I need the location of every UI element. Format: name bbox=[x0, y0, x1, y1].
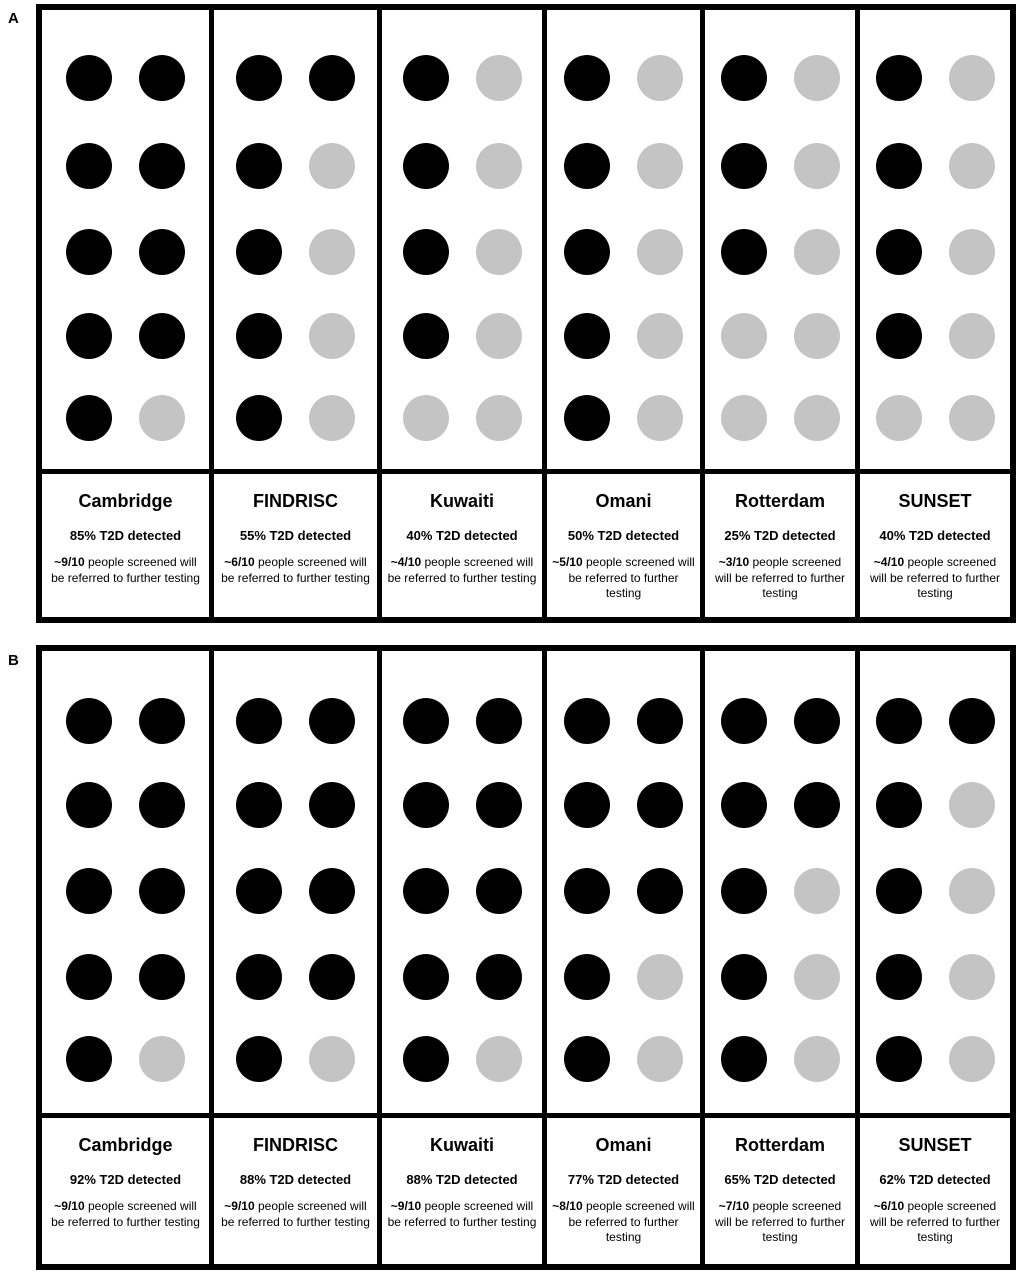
score-name: Rotterdam bbox=[734, 491, 825, 511]
person-referred-dot bbox=[236, 1036, 282, 1082]
person-referred-dot bbox=[66, 782, 112, 828]
detection-rate-text: 88% T2D detected bbox=[406, 1172, 518, 1187]
person-referred-dot bbox=[564, 395, 610, 441]
person-referred-dot bbox=[403, 782, 449, 828]
score-info-box bbox=[382, 1118, 542, 1230]
score-info-box bbox=[860, 474, 1010, 602]
person-referred-dot bbox=[236, 954, 282, 1000]
detection-rate-text: 40% T2D detected bbox=[406, 528, 518, 543]
referral-description: people screened will be referred to further testing bbox=[869, 555, 1001, 600]
referral-text bbox=[382, 1199, 542, 1230]
person-not-referred-dot bbox=[476, 143, 522, 189]
person-referred-dot bbox=[66, 954, 112, 1000]
person-not-referred-dot bbox=[949, 395, 995, 441]
person-referred-dot bbox=[236, 143, 282, 189]
referral-description: people screened will be referred to further testing bbox=[221, 1199, 370, 1229]
referral-description: people screened will be referred to further testing bbox=[51, 555, 200, 585]
person-referred-dot bbox=[66, 143, 112, 189]
detection-rate-text: 25% T2D detected bbox=[724, 528, 836, 543]
score-name: Rotterdam bbox=[734, 1135, 825, 1155]
referral-fraction: ~3/10 bbox=[718, 555, 750, 569]
referral-description: people screened will be referred to further testing bbox=[221, 555, 370, 585]
person-not-referred-dot bbox=[637, 229, 683, 275]
score-column-omani bbox=[542, 10, 700, 617]
person-referred-dot bbox=[721, 868, 767, 914]
person-referred-dot bbox=[476, 954, 522, 1000]
person-not-referred-dot bbox=[637, 1036, 683, 1082]
person-referred-dot bbox=[476, 782, 522, 828]
person-referred-dot bbox=[564, 143, 610, 189]
person-not-referred-dot bbox=[949, 954, 995, 1000]
score-column-cambridge bbox=[42, 10, 209, 617]
detection-rate-text: 40% T2D detected bbox=[879, 528, 991, 543]
person-referred-dot bbox=[476, 698, 522, 744]
person-referred-dot bbox=[309, 55, 355, 101]
person-referred-dot bbox=[66, 229, 112, 275]
person-referred-dot bbox=[236, 55, 282, 101]
person-not-referred-dot bbox=[949, 1036, 995, 1082]
person-not-referred-dot bbox=[637, 395, 683, 441]
person-referred-dot bbox=[236, 698, 282, 744]
person-not-referred-dot bbox=[309, 229, 355, 275]
referral-fraction: ~6/10 bbox=[224, 555, 255, 569]
referral-text bbox=[860, 1199, 1010, 1246]
score-info-box bbox=[382, 474, 542, 586]
person-referred-dot bbox=[139, 313, 185, 359]
person-referred-dot bbox=[721, 782, 767, 828]
referral-fraction: ~5/10 bbox=[552, 555, 583, 569]
detection-rate-text: 55% T2D detected bbox=[239, 528, 352, 543]
score-name: Omani bbox=[595, 491, 652, 511]
person-referred-dot bbox=[876, 868, 922, 914]
person-referred-dot bbox=[66, 313, 112, 359]
score-info-box bbox=[547, 474, 700, 602]
person-referred-dot bbox=[403, 143, 449, 189]
person-referred-dot bbox=[403, 313, 449, 359]
referral-fraction: ~9/10 bbox=[224, 1199, 255, 1213]
person-not-referred-dot bbox=[139, 395, 185, 441]
score-info-box bbox=[214, 474, 377, 586]
person-referred-dot bbox=[403, 868, 449, 914]
person-referred-dot bbox=[403, 229, 449, 275]
score-name: Cambridge bbox=[78, 1135, 173, 1155]
person-referred-dot bbox=[637, 868, 683, 914]
person-not-referred-dot bbox=[794, 143, 840, 189]
person-referred-dot bbox=[721, 954, 767, 1000]
score-column-findrisc bbox=[209, 651, 377, 1264]
detection-rate-text: 85% T2D detected bbox=[69, 528, 182, 543]
person-not-referred-dot bbox=[949, 143, 995, 189]
person-referred-dot bbox=[721, 143, 767, 189]
person-not-referred-dot bbox=[794, 1036, 840, 1082]
person-not-referred-dot bbox=[139, 1036, 185, 1082]
person-referred-dot bbox=[236, 313, 282, 359]
person-referred-dot bbox=[564, 868, 610, 914]
person-not-referred-dot bbox=[309, 395, 355, 441]
detection-rate-text: 50% T2D detected bbox=[567, 528, 680, 543]
referral-description: people screened will be referred to further testing bbox=[387, 555, 537, 585]
person-referred-dot bbox=[876, 143, 922, 189]
score-info-box bbox=[547, 1118, 700, 1246]
referral-text bbox=[547, 555, 700, 602]
person-not-referred-dot bbox=[949, 782, 995, 828]
person-referred-dot bbox=[637, 782, 683, 828]
detection-rate-text: 62% T2D detected bbox=[879, 1172, 991, 1187]
score-name: Omani bbox=[595, 1135, 652, 1155]
person-not-referred-dot bbox=[794, 868, 840, 914]
person-referred-dot bbox=[139, 55, 185, 101]
person-not-referred-dot bbox=[476, 55, 522, 101]
person-referred-dot bbox=[66, 395, 112, 441]
person-not-referred-dot bbox=[403, 395, 449, 441]
person-referred-dot bbox=[309, 698, 355, 744]
person-referred-dot bbox=[564, 1036, 610, 1082]
person-not-referred-dot bbox=[794, 313, 840, 359]
score-column-findrisc bbox=[209, 10, 377, 617]
person-not-referred-dot bbox=[794, 55, 840, 101]
person-not-referred-dot bbox=[794, 954, 840, 1000]
score-name: Kuwaiti bbox=[429, 1135, 494, 1155]
person-referred-dot bbox=[66, 868, 112, 914]
person-referred-dot bbox=[876, 55, 922, 101]
person-not-referred-dot bbox=[637, 55, 683, 101]
detection-rate-text: 92% T2D detected bbox=[69, 1172, 182, 1187]
referral-fraction: ~6/10 bbox=[873, 1199, 905, 1213]
score-info-box bbox=[214, 1118, 377, 1230]
person-not-referred-dot bbox=[949, 313, 995, 359]
person-referred-dot bbox=[139, 954, 185, 1000]
person-referred-dot bbox=[309, 782, 355, 828]
detection-rate-text: 77% T2D detected bbox=[567, 1172, 680, 1187]
person-referred-dot bbox=[236, 395, 282, 441]
referral-text bbox=[705, 1199, 855, 1246]
person-referred-dot bbox=[876, 698, 922, 744]
person-referred-dot bbox=[564, 55, 610, 101]
person-not-referred-dot bbox=[309, 1036, 355, 1082]
referral-fraction: ~7/10 bbox=[718, 1199, 750, 1213]
person-not-referred-dot bbox=[876, 395, 922, 441]
person-referred-dot bbox=[66, 698, 112, 744]
score-name: SUNSET bbox=[898, 491, 972, 511]
person-referred-dot bbox=[139, 782, 185, 828]
person-referred-dot bbox=[794, 698, 840, 744]
referral-fraction: ~8/10 bbox=[552, 1199, 583, 1213]
person-not-referred-dot bbox=[309, 313, 355, 359]
person-referred-dot bbox=[309, 868, 355, 914]
referral-text bbox=[705, 555, 855, 602]
person-referred-dot bbox=[403, 698, 449, 744]
referral-fraction: ~9/10 bbox=[54, 555, 85, 569]
referral-text bbox=[214, 555, 377, 586]
person-referred-dot bbox=[139, 868, 185, 914]
person-referred-dot bbox=[721, 55, 767, 101]
referral-description: people screened will be referred to further testing bbox=[714, 1199, 846, 1244]
score-column-omani bbox=[542, 651, 700, 1264]
referral-text bbox=[42, 555, 209, 586]
person-referred-dot bbox=[564, 782, 610, 828]
score-column-kuwaiti bbox=[377, 651, 542, 1264]
person-referred-dot bbox=[876, 313, 922, 359]
person-referred-dot bbox=[236, 229, 282, 275]
referral-text bbox=[860, 555, 1010, 602]
score-info-box bbox=[705, 1118, 855, 1246]
person-referred-dot bbox=[236, 868, 282, 914]
score-column-rotterdam bbox=[700, 651, 855, 1264]
referral-description: people screened will be referred to further testing bbox=[568, 555, 695, 600]
referral-description: people screened will be referred to further testing bbox=[568, 1199, 695, 1244]
person-referred-dot bbox=[236, 782, 282, 828]
person-referred-dot bbox=[139, 698, 185, 744]
person-referred-dot bbox=[721, 229, 767, 275]
person-referred-dot bbox=[403, 954, 449, 1000]
panel-b-label: B bbox=[8, 652, 19, 669]
score-info-box bbox=[860, 1118, 1010, 1246]
panel-a bbox=[36, 4, 1016, 623]
person-not-referred-dot bbox=[637, 954, 683, 1000]
person-referred-dot bbox=[876, 1036, 922, 1082]
score-name: FINDRISC bbox=[253, 1135, 338, 1155]
referral-fraction: ~9/10 bbox=[390, 1199, 422, 1213]
score-column-rotterdam bbox=[700, 10, 855, 617]
person-referred-dot bbox=[637, 698, 683, 744]
score-name: FINDRISC bbox=[253, 491, 338, 511]
person-referred-dot bbox=[876, 782, 922, 828]
score-info-box bbox=[705, 474, 855, 602]
person-referred-dot bbox=[476, 868, 522, 914]
referral-fraction: ~9/10 bbox=[54, 1199, 85, 1213]
person-referred-dot bbox=[876, 229, 922, 275]
panel-b bbox=[36, 645, 1016, 1270]
panel-a-label: A bbox=[8, 10, 19, 27]
detection-rate-text: 88% T2D detected bbox=[239, 1172, 352, 1187]
score-info-box bbox=[42, 1118, 209, 1230]
referral-text bbox=[42, 1199, 209, 1230]
person-referred-dot bbox=[66, 1036, 112, 1082]
person-referred-dot bbox=[564, 954, 610, 1000]
person-referred-dot bbox=[949, 698, 995, 744]
person-not-referred-dot bbox=[637, 313, 683, 359]
score-info-box bbox=[42, 474, 209, 586]
person-not-referred-dot bbox=[794, 229, 840, 275]
person-referred-dot bbox=[721, 1036, 767, 1082]
person-referred-dot bbox=[564, 229, 610, 275]
person-referred-dot bbox=[564, 313, 610, 359]
referral-description: people screened will be referred to further testing bbox=[869, 1199, 1001, 1244]
person-referred-dot bbox=[876, 954, 922, 1000]
person-not-referred-dot bbox=[309, 143, 355, 189]
person-not-referred-dot bbox=[949, 868, 995, 914]
person-referred-dot bbox=[564, 698, 610, 744]
score-column-cambridge bbox=[42, 651, 209, 1264]
detection-rate-text: 65% T2D detected bbox=[724, 1172, 836, 1187]
person-referred-dot bbox=[66, 55, 112, 101]
person-referred-dot bbox=[309, 954, 355, 1000]
person-not-referred-dot bbox=[949, 55, 995, 101]
score-name: Kuwaiti bbox=[429, 491, 494, 511]
score-column-sunset bbox=[855, 10, 1010, 617]
person-referred-dot bbox=[794, 782, 840, 828]
person-referred-dot bbox=[139, 229, 185, 275]
referral-description: people screened will be referred to further testing bbox=[714, 555, 846, 600]
person-not-referred-dot bbox=[794, 395, 840, 441]
score-name: SUNSET bbox=[898, 1135, 972, 1155]
referral-text bbox=[547, 1199, 700, 1246]
referral-fraction: ~4/10 bbox=[390, 555, 422, 569]
score-column-sunset bbox=[855, 651, 1010, 1264]
referral-text bbox=[382, 555, 542, 586]
person-not-referred-dot bbox=[476, 1036, 522, 1082]
person-referred-dot bbox=[403, 1036, 449, 1082]
referral-description: people screened will be referred to further testing bbox=[51, 1199, 200, 1229]
person-not-referred-dot bbox=[721, 313, 767, 359]
referral-description: people screened will be referred to further testing bbox=[387, 1199, 537, 1229]
score-name: Cambridge bbox=[78, 491, 173, 511]
person-not-referred-dot bbox=[949, 229, 995, 275]
person-not-referred-dot bbox=[476, 229, 522, 275]
referral-fraction: ~4/10 bbox=[873, 555, 905, 569]
person-referred-dot bbox=[721, 698, 767, 744]
person-referred-dot bbox=[403, 55, 449, 101]
person-referred-dot bbox=[139, 143, 185, 189]
person-not-referred-dot bbox=[476, 313, 522, 359]
referral-text bbox=[214, 1199, 377, 1230]
person-not-referred-dot bbox=[476, 395, 522, 441]
score-column-kuwaiti bbox=[377, 10, 542, 617]
person-not-referred-dot bbox=[721, 395, 767, 441]
person-not-referred-dot bbox=[637, 143, 683, 189]
